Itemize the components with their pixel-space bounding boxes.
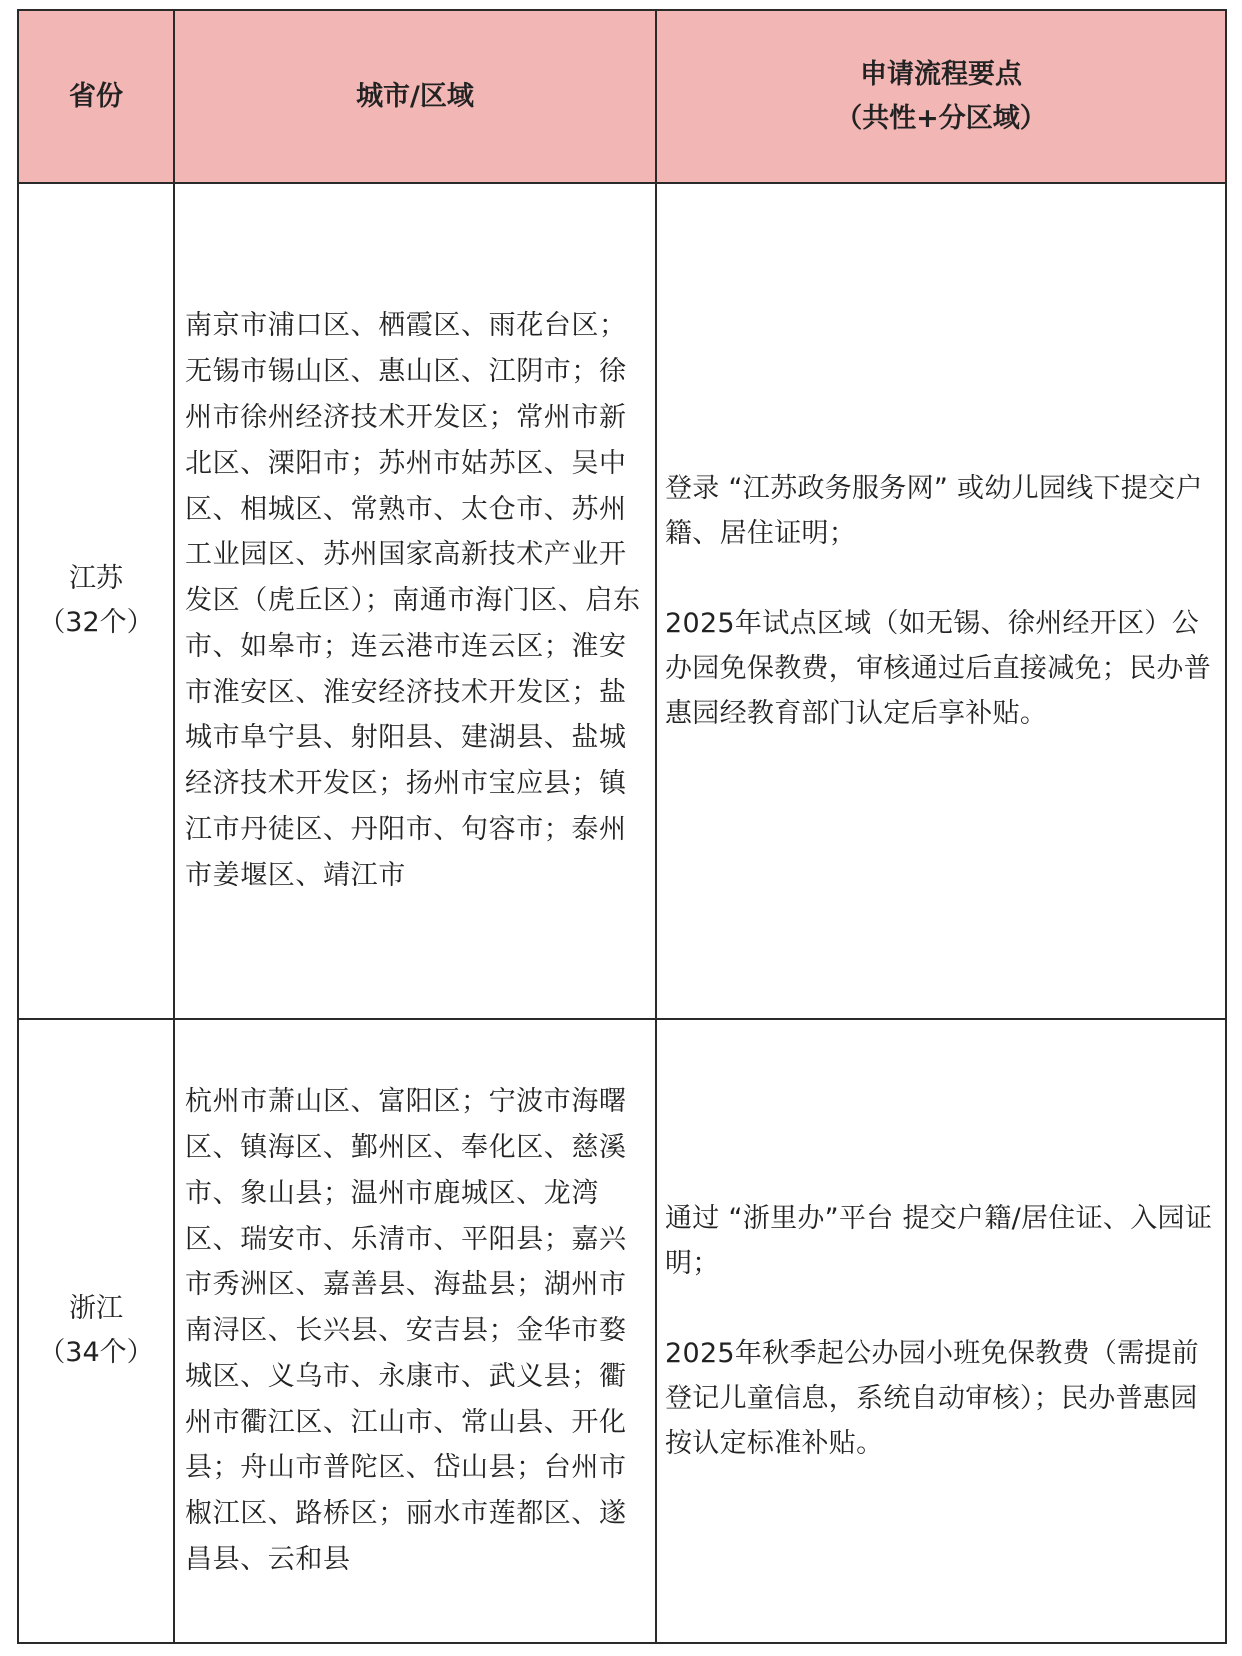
paragraph-gap [665, 556, 1217, 601]
province-cell [18, 183, 174, 1019]
table-header [18, 10, 1226, 183]
city-list: 杭州市萧山区、富阳区；宁波市海曙区、镇海区、鄞州区、奉化区、慈溪市、象山县；温州市鹿城区、龙湾区、瑞安市、乐清市、平阳县；嘉兴市秀洲区、嘉善县、海盐县；湖州市南浔区、长兴县、安吉县；金华市婺城区、义乌市、永康市、武义县；衢州市衢江区、江山市、常山县、开化县；舟山市普陀区、岱山县；台州市椒江区、路桥区；丽水市莲都区、遂昌县、云和县 [185, 1086, 627, 1576]
process-step-policy: 2025年试点区域（如无锡、徐州经开区）公办园免保教费，审核通过后直接减免；民办普惠园经教育部门认定后享补贴。 [665, 608, 1211, 729]
city-list: 南京市浦口区、栖霞区、雨花台区；无锡市锡山区、惠山区、江阴市；徐州市徐州经济技术开发区；常州市新北区、溧阳市；苏州市姑苏区、吴中区、相城区、常熟市、太仓市、苏州工业园区、苏州国家高新技术产业开发区（虎丘区）；南通市海门区、启东市、如皋市；连云港市连云区；淮安市淮安区、淮安经济技术开发区；盐城市阜宁县、射阳县、建湖县、盐城经济技术开发区；扬州市宝应县；镇江市丹徒区、丹阳市、句容市；泰州市姜堰区、靖江市 [185, 310, 641, 891]
province-count: （32个） [38, 607, 154, 638]
process-cell [656, 183, 1226, 1019]
header-province [18, 10, 174, 183]
process-step-submit: 登录 “江苏政务服务网” 或幼儿园线下提交户籍、居住证明； [665, 473, 1203, 549]
table-row-zhejiang [18, 1019, 1226, 1643]
process-cell [656, 1019, 1226, 1643]
city-cell [174, 1019, 656, 1643]
header-process-subtitle: （共性+分区域） [835, 102, 1047, 134]
header-province-label: 省份 [69, 80, 123, 112]
city-cell [174, 183, 656, 1019]
province-name: 浙江 [69, 1293, 123, 1324]
header-row [18, 10, 1226, 183]
header-process-title: 申请流程要点 [860, 58, 1022, 90]
table-row-jiangsu [18, 183, 1226, 1019]
province-count: （34个） [38, 1337, 154, 1368]
province-name: 江苏 [69, 563, 123, 594]
paragraph-gap [665, 1286, 1217, 1331]
header-process [656, 10, 1226, 183]
province-cell [18, 1019, 174, 1643]
header-city [174, 10, 656, 183]
header-city-label: 城市/区域 [356, 80, 474, 112]
policy-table [17, 9, 1227, 1644]
table-body [18, 183, 1226, 1643]
process-step-submit: 通过 “浙里办”平台 提交户籍/居住证、入园证明； [665, 1203, 1213, 1279]
process-step-policy: 2025年秋季起公办园小班免保教费（需提前登记儿童信息，系统自动审核）；民办普惠园按认定标准补贴。 [665, 1338, 1200, 1459]
